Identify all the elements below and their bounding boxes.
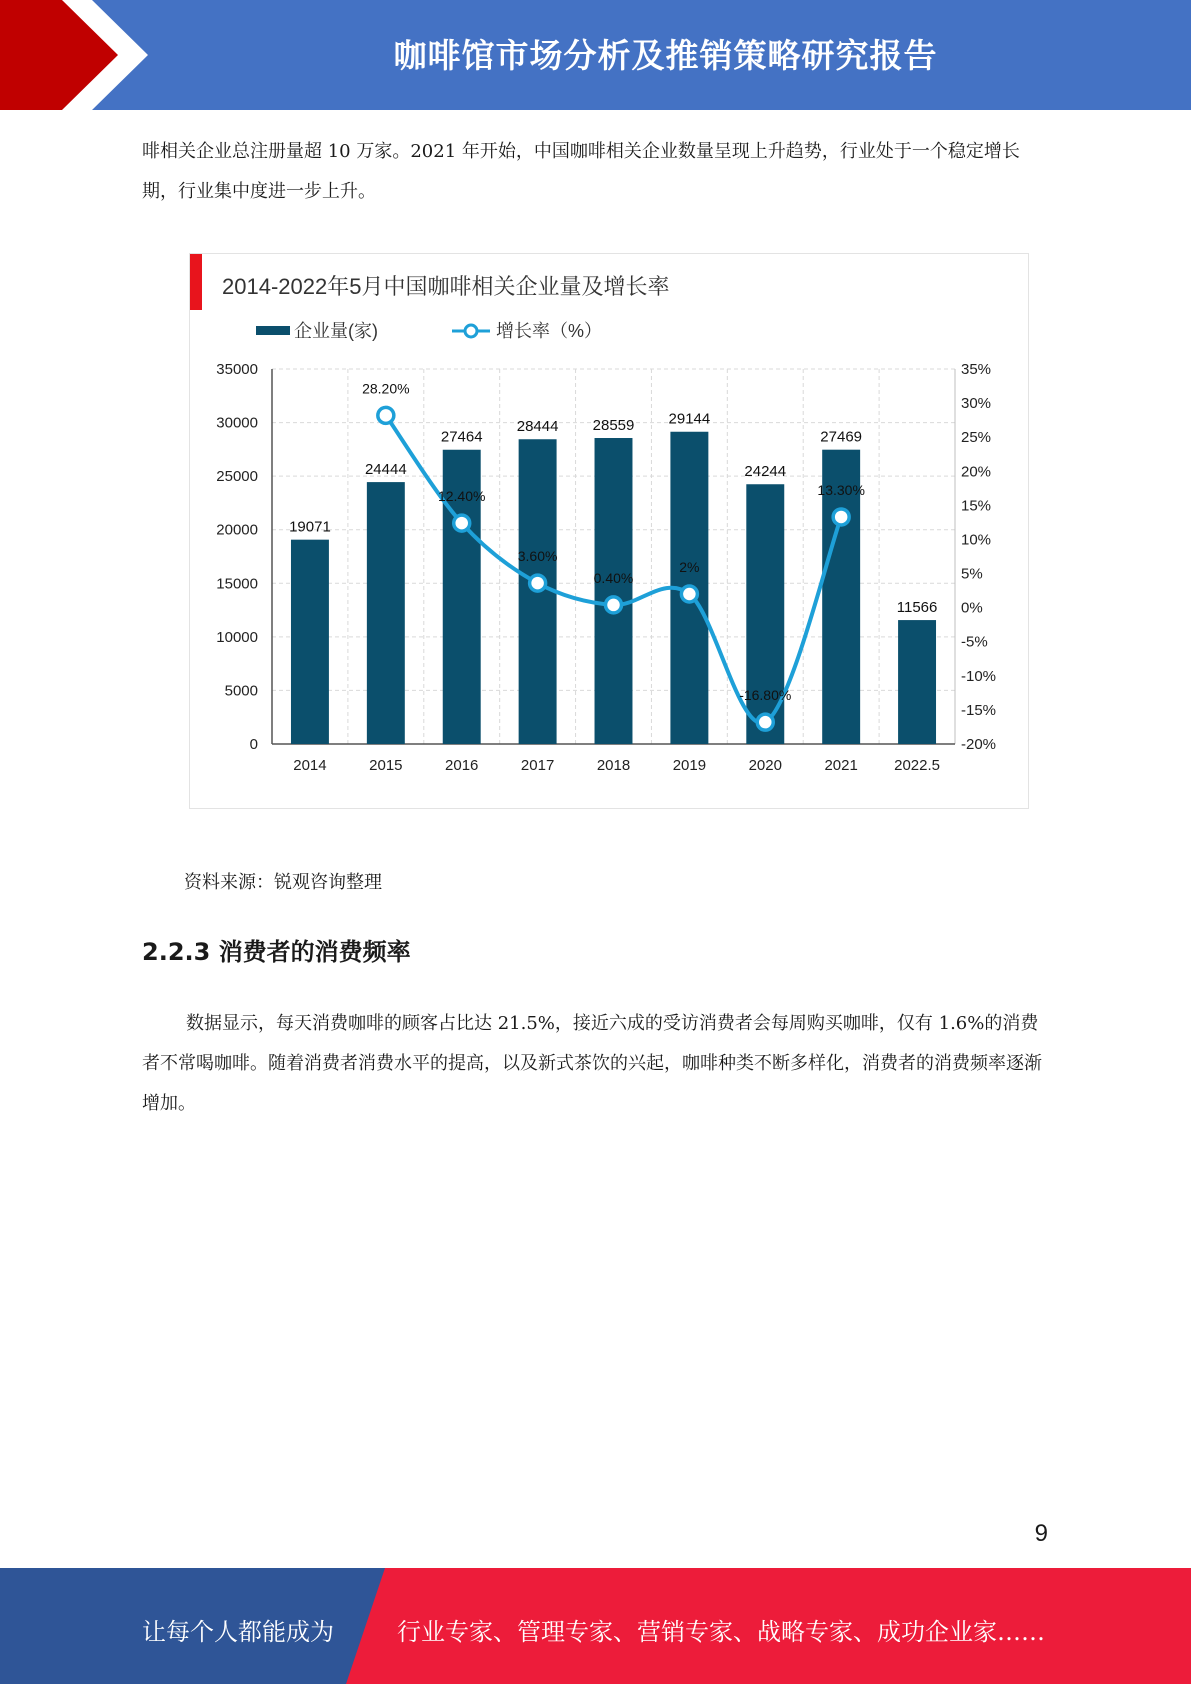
x-tick-label: 2020 — [748, 757, 782, 774]
growth-rate-label: 28.20% — [362, 380, 410, 397]
y2-tick-label: 0% — [961, 599, 983, 617]
growth-rate-label: 2% — [679, 559, 700, 575]
x-tick-label: 2015 — [369, 757, 403, 774]
bar-value-label: 24444 — [364, 461, 407, 479]
body-paragraph: 数据显示，每天消费咖啡的顾客占比达 21.5%，接近六成的受访消费者会每周购买咖啡，仅有 1.6%的消费者不常喝咖啡。随着消费者消费水平的提高，以及新式茶饮的兴起，咖啡种类不断多样化，消费者的消费频率逐渐增加。 — [142, 1013, 1042, 1114]
bar — [291, 540, 329, 744]
legend-line-marker — [465, 325, 477, 337]
x-tick-label: 2014 — [293, 757, 327, 774]
chart-frame — [189, 253, 1029, 809]
footer-slogan-left: 让每个人都能成为 — [142, 1618, 334, 1646]
section-heading: 2.2.3 消费者的消费频率 — [142, 938, 411, 966]
y2-tick-label: 20% — [961, 463, 992, 481]
y-tick-label: 5000 — [224, 682, 258, 700]
page-header — [0, 0, 1191, 110]
bar — [898, 620, 936, 744]
y2-tick-label: -10% — [961, 667, 997, 685]
y-tick-label: 10000 — [216, 628, 258, 646]
bar-value-label: 24244 — [744, 463, 787, 481]
legend-line-label: 增长率（%） — [496, 321, 603, 341]
bar-value-label: 11566 — [896, 599, 938, 617]
bar-value-label: 27464 — [440, 428, 483, 446]
report-title: 咖啡馆市场分析及推销策略研究报告 — [393, 36, 938, 75]
x-tick-label: 2021 — [824, 757, 858, 774]
growth-rate-point — [833, 509, 849, 525]
y-tick-label: 0 — [249, 736, 258, 753]
growth-rate-label: 12.40% — [437, 488, 486, 505]
y2-tick-label: -5% — [961, 633, 988, 651]
y2-tick-label: -20% — [961, 736, 997, 753]
y2-tick-label: 35% — [961, 361, 992, 378]
x-tick-label: 2017 — [520, 757, 555, 774]
growth-rate-label: -16.80% — [739, 687, 792, 704]
y2-tick-label: 5% — [961, 565, 983, 583]
y-tick-label: 35000 — [216, 361, 258, 378]
growth-rate-point — [378, 407, 394, 423]
growth-rate-point — [606, 597, 622, 613]
growth-rate-point — [757, 714, 773, 730]
page-footer — [0, 1568, 1191, 1684]
enterprise-count-chart — [190, 254, 1028, 808]
x-tick-label: 2022.5 — [894, 757, 941, 774]
legend-bar-label: 企业量(家) — [294, 321, 378, 341]
footer-slogan-right: 行业专家、管理专家、营销专家、战略专家、成功企业家…… — [397, 1618, 1045, 1646]
y2-tick-label: 15% — [961, 497, 992, 515]
intro-paragraph: 啡相关企业总注册量超 10 万家。2021 年开始，中国咖啡相关企业数量呈现上升趋势，行业处于一个稳定增长期，行业集中度进一步上升。 — [142, 141, 1020, 202]
x-tick-label: 2016 — [445, 757, 479, 774]
y2-tick-label: 25% — [961, 429, 992, 447]
bar — [595, 438, 633, 744]
growth-rate-label: 0.40% — [593, 569, 634, 586]
growth-rate-point — [454, 515, 470, 531]
x-tick-label: 2018 — [596, 757, 631, 774]
title-accent-bar — [190, 254, 202, 310]
y-tick-label: 25000 — [216, 468, 258, 486]
bar-value-label: 28559 — [592, 417, 635, 435]
legend-bar-swatch — [256, 326, 290, 335]
source-note: 资料来源：锐观咨询整理 — [184, 872, 382, 893]
y-tick-label: 15000 — [216, 575, 258, 593]
growth-rate-label: 13.30% — [817, 481, 865, 498]
bar-value-label: 29144 — [668, 410, 711, 428]
bar — [367, 482, 405, 744]
bar-value-label: 27469 — [820, 428, 863, 446]
growth-rate-label: 3.60% — [517, 548, 558, 565]
growth-rate-point — [530, 575, 546, 591]
y2-tick-label: 10% — [961, 531, 992, 549]
x-tick-label: 2019 — [672, 757, 707, 774]
bar-value-label: 28444 — [516, 418, 559, 436]
y2-tick-label: -15% — [961, 701, 997, 719]
y-tick-label: 20000 — [216, 521, 258, 539]
y2-tick-label: 30% — [961, 395, 992, 413]
growth-rate-point — [681, 586, 697, 602]
bar-value-label: 19071 — [289, 518, 331, 536]
chart-title: 2014-2022年5月中国咖啡相关企业量及增长率 — [222, 274, 670, 299]
y-tick-label: 30000 — [216, 414, 258, 432]
page-number: 9 — [1034, 1520, 1048, 1547]
